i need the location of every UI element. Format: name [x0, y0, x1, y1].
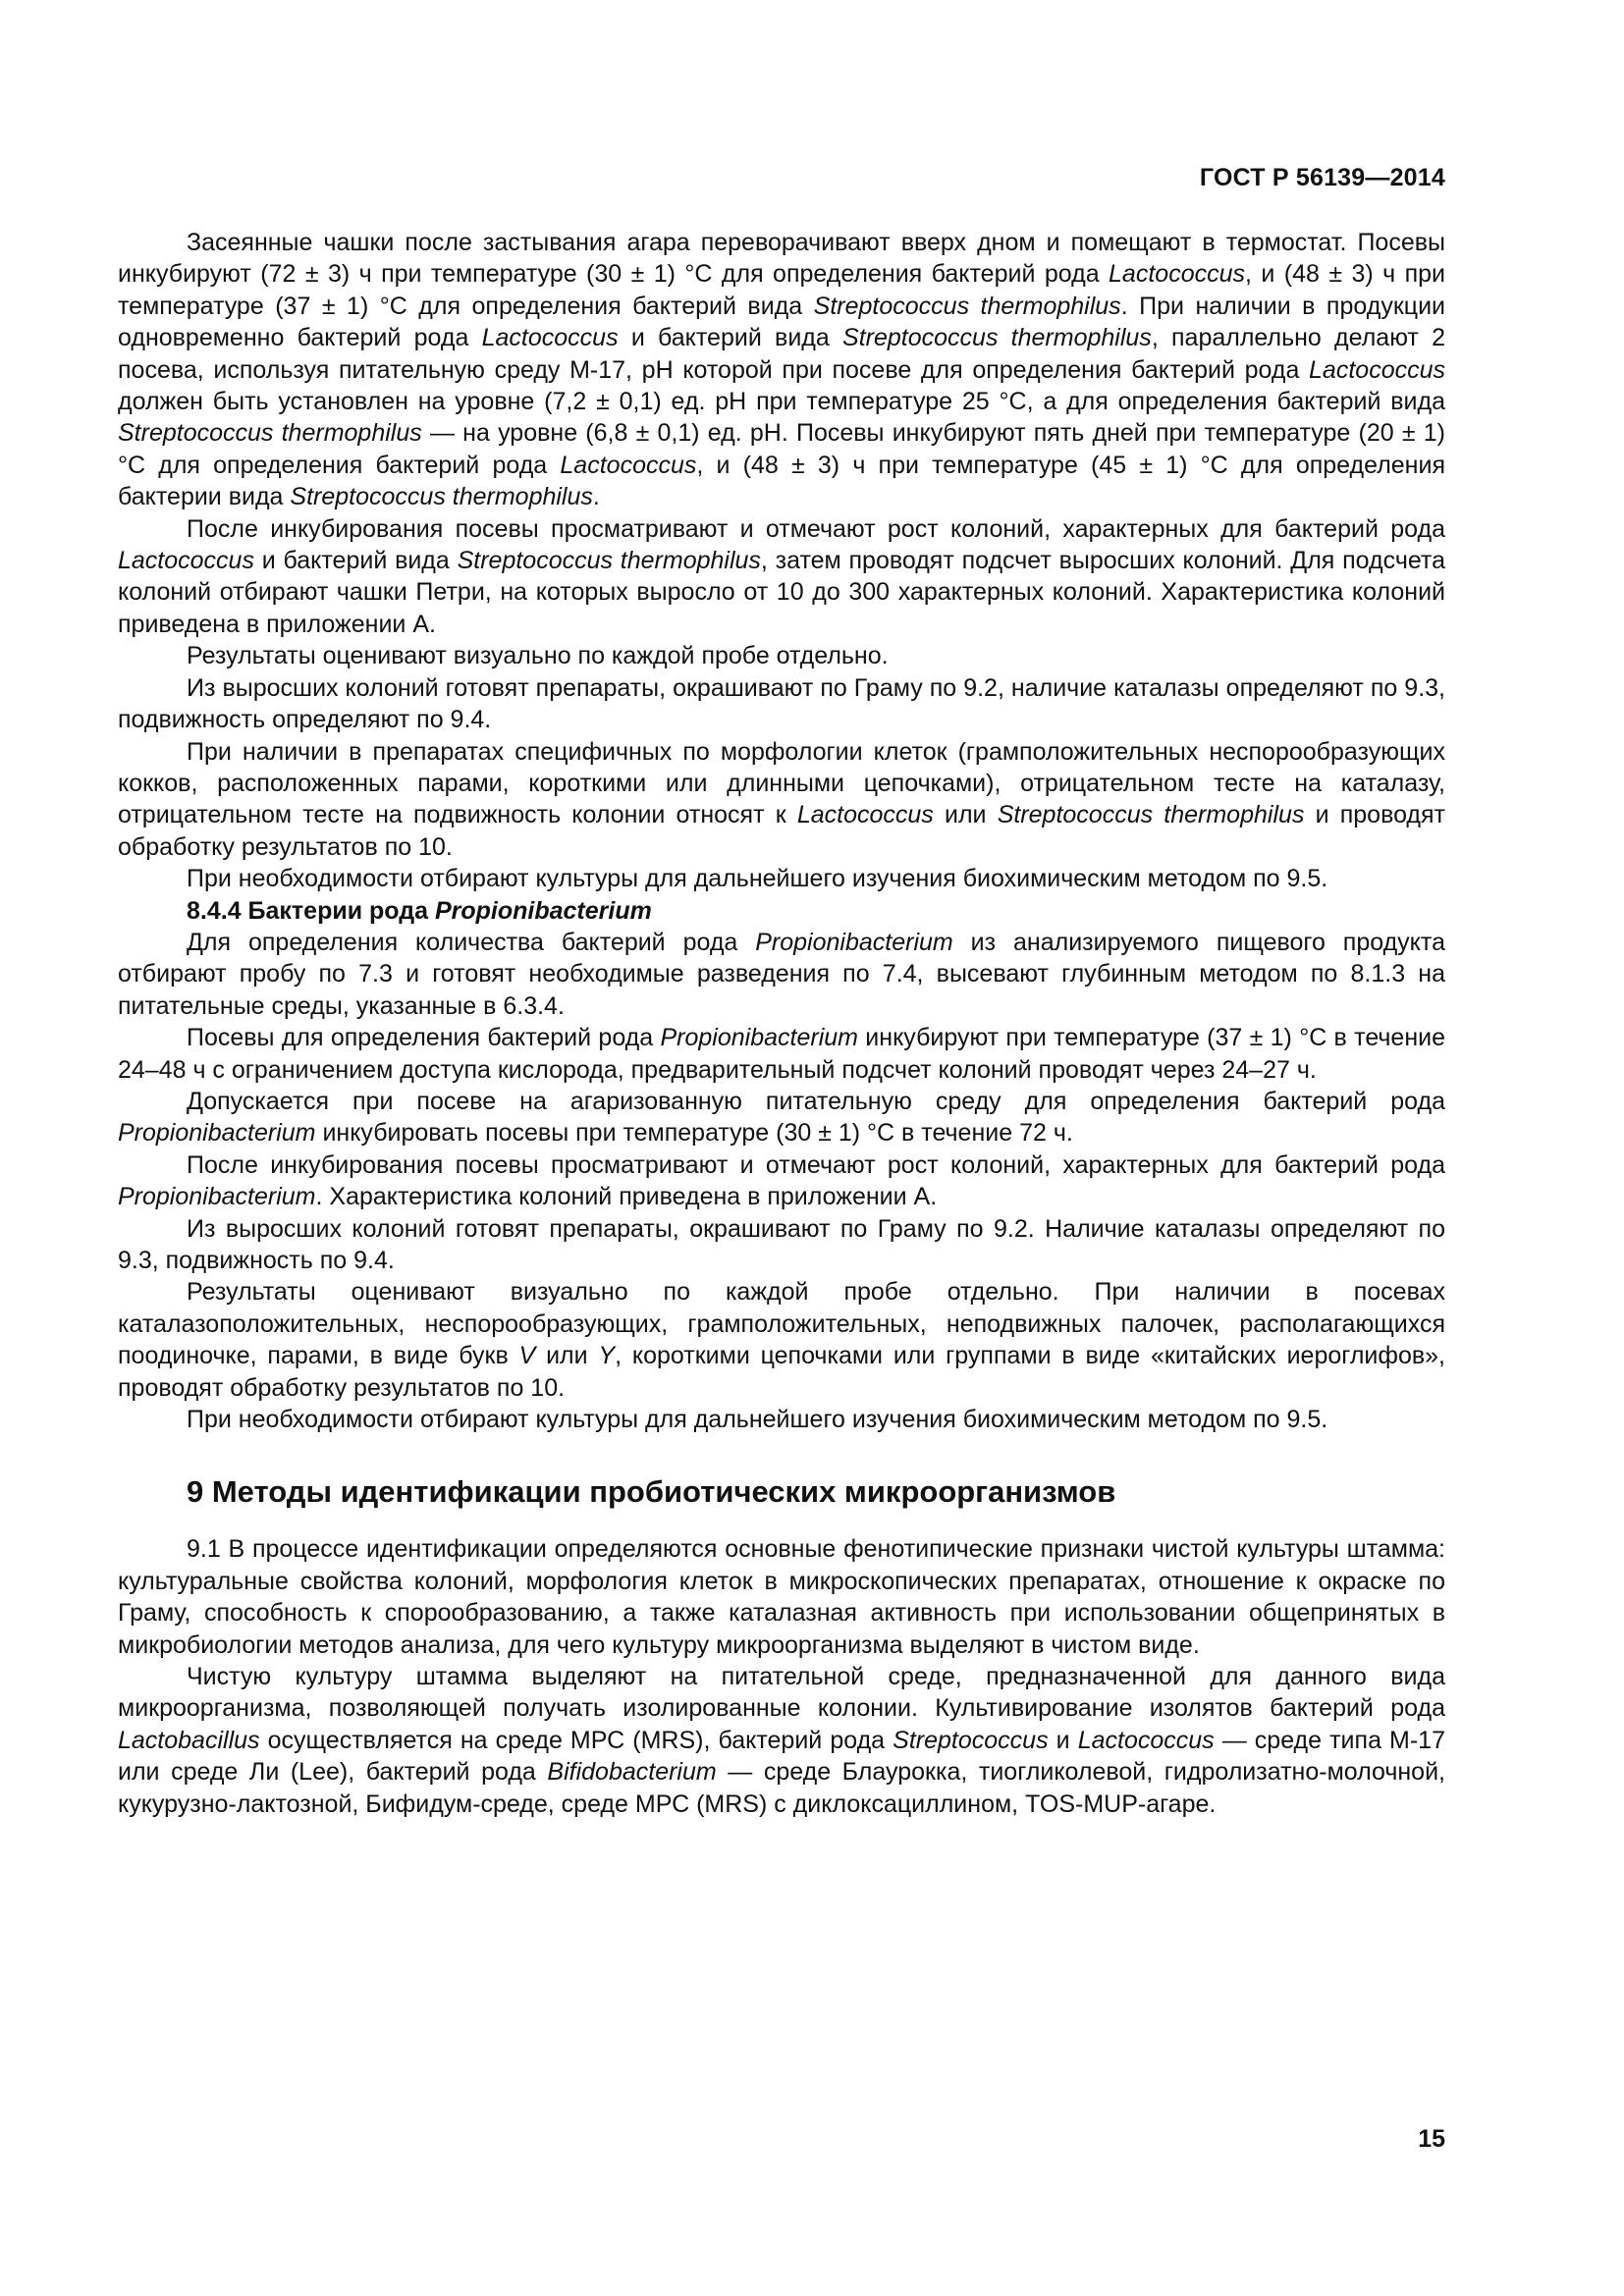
paragraph — [118, 227, 1445, 513]
text-run: После инкубирования посевы просматривают и отмечают рост колоний, характерных для бактерий рода — [187, 514, 1445, 543]
text-run: и бактерий вида — [618, 324, 843, 352]
italic-term: Streptococcus thermophilus — [290, 483, 593, 511]
italic-term: Lactococcus — [118, 547, 254, 575]
text-run: и проводят обработку результатов по 10. — [118, 801, 1445, 861]
italic-term: Streptococcus thermophilus — [813, 292, 1121, 320]
body-text — [118, 227, 1445, 1820]
text-run: Из выросших колоний готовят препараты, окрашивают по Граму по 9.2. Наличие каталазы определяют по 9.3, подвижность по 9.4. — [118, 1214, 1445, 1274]
text-run: . При наличии в продукции одновременно бактерий рода — [118, 292, 1445, 352]
italic-term: Propionibacterium — [118, 1119, 316, 1148]
italic-term: Lactococcus — [796, 801, 934, 829]
italic-term: V — [518, 1342, 536, 1370]
text-run: Чистую культуру штамма выделяют на питательной среде, предназначенной для данного вида микроорганизма, позволяющей получать изолированные колонии. Культивирование изолятов бактерий рода — [118, 1663, 1445, 1723]
text-run: , параллельно делают 2 посева, используя питательную среду М-17, pH которой при посеве для определения бактерий рода — [118, 324, 1446, 384]
text-run: и — [1048, 1726, 1078, 1754]
italic-term: Streptococcus thermophilus — [997, 801, 1305, 829]
italic-term: Propionibacterium — [660, 1024, 858, 1052]
text-run: После инкубирования посевы просматривают и отмечают рост колоний, характерных для бактерий рода — [187, 1150, 1445, 1179]
text-run: , и (48 ± 3) ч при температуре (37 ± 1) °С для определения бактерий вида — [118, 260, 1445, 320]
paragraph — [118, 1404, 1445, 1435]
text-run: 9 Методы идентификации пробиотических микроорганизмов — [187, 1474, 1116, 1510]
text-run: Посевы для определения бактерий рода — [187, 1024, 661, 1052]
italic-term: Lactococcus — [1309, 355, 1445, 384]
text-run: , и (48 ± 3) ч при температуре (45 ± 1) °С для определения бактерии вида — [118, 451, 1445, 511]
italic-term: Streptococcus thermophilus — [842, 324, 1152, 352]
text-run: Засеянные чашки после застывания агара переворачивают вверх дном и помещают в термостат. Посевы инкубируют (72 ± 3) ч при температуре (30 ± 1) °С для определения бактерий рода — [118, 229, 1445, 289]
italic-term: Lactobacillus — [118, 1726, 260, 1754]
text-run: инкубируют при температуре (37 ± 1) °С в течение 24–48 ч с ограничением доступа кислорода, предварительный подсчет колоний проводят через 24–27 ч. — [118, 1024, 1445, 1084]
document-code-header: ГОСТ Р 56139—2014 — [1199, 164, 1445, 191]
text-run: должен быть установлен на уровне (7,2 ± 0,1) ед. pH при температуре 25 °С, а для определения бактерий вида — [118, 388, 1445, 416]
paragraph — [118, 736, 1445, 864]
text-run: осуществляется на среде МРС (MRS), бактерий рода — [259, 1726, 893, 1754]
paragraph — [118, 1086, 1445, 1149]
text-run: При необходимости отбирают культуры для дальнейшего изучения биохимическим методом по 9.5. — [187, 1406, 1328, 1434]
text-run: , короткими цепочками или группами в виде «китайских иероглифов», проводят обработку результатов по 10. — [118, 1342, 1445, 1402]
subsection-heading-8-4-4 — [118, 895, 1445, 927]
italic-term: Streptococcus thermophilus — [118, 419, 422, 448]
text-run: или — [933, 801, 998, 829]
text-run: . Характеристика колоний приведена в приложении А. — [315, 1183, 938, 1211]
italic-term: Y — [598, 1342, 616, 1370]
text-run: и бактерий вида — [253, 547, 458, 575]
text-run: инкубировать посевы при температуре (30 ± 1) °С в течение 72 ч. — [315, 1119, 1073, 1148]
italic-term: Lactococcus — [1109, 260, 1245, 289]
text-run: 9.1 В процессе идентификации определяются основные фенотипические признаки чистой культуры штамма: культуральные свойства колоний, морфология клеток в микроскопических препаратах, отношение к окраске по Граму, способность к спорообразованию, а также каталазная активность при использовании общепринятых в микробиологии методов анализа, для чего культуру микроорганизма выделяют в чистом виде. — [118, 1535, 1445, 1659]
text-run: Допускается при посеве на агаризованную питательную среду для определения бактерий рода — [187, 1087, 1445, 1115]
italic-term: Lactococcus — [481, 324, 619, 352]
text-run: . — [592, 483, 600, 511]
section-heading-9 — [118, 1472, 1445, 1512]
paragraph — [118, 640, 1445, 671]
text-run: Для определения количества бактерий рода — [187, 928, 756, 956]
paragraph — [118, 1276, 1445, 1404]
italic-term: Streptococcus thermophilus — [457, 547, 761, 575]
paragraph — [118, 1533, 1445, 1661]
text-run: из анализируемого пищевого продукта отбирают пробу по 7.3 и готовят необходимые разведения по 7.4, высевают глубинным методом по 8.1.3 на питательные среды, указанные в 6.3.4. — [118, 928, 1445, 1020]
paragraph — [118, 1661, 1445, 1820]
page-number: 15 — [1418, 2125, 1445, 2153]
text-run: — среде Блаурокка, тиогликолевой, гидролизатно-молочной, кукурузно-лактозной, Бифидум-среде, среде МРС (MRS) с диклоксациллином, TOS-MUP-агаре. — [118, 1758, 1445, 1818]
text-run: Результаты оценивают визуально по каждой пробе отдельно. При наличии в посевах каталазоположительных, неспорообразующих, грамположительных, неподвижных палочек, располагающихся поодиночке, парами, в виде букв — [118, 1278, 1445, 1370]
paragraph — [118, 513, 1445, 641]
italic-term: Streptococcus — [893, 1726, 1049, 1754]
text-run: Результаты оценивают визуально по каждой пробе отдельно. — [187, 642, 889, 670]
italic-term: Bifidobacterium — [547, 1758, 717, 1787]
text-run: При необходимости отбирают культуры для дальнейшего изучения биохимическим методом по 9.5. — [187, 865, 1328, 893]
italic-term: Propionibacterium — [434, 896, 652, 925]
paragraph — [118, 863, 1445, 894]
text-run: 8.4.4 Бактерии рода — [187, 896, 435, 925]
italic-term: Propionibacterium — [755, 928, 953, 956]
paragraph — [118, 1022, 1445, 1086]
text-run: — на уровне (6,8 ± 0,1) ед. pH. Посевы инкубируют пять дней при температуре (20 ± 1) °С для определения бактерий рода — [118, 419, 1445, 479]
text-run: или — [535, 1342, 599, 1370]
text-run: — среде типа М-17 или среде Ли (Lee), бактерий рода — [118, 1726, 1445, 1787]
italic-term: Lactococcus — [1077, 1726, 1215, 1754]
text-run: , затем проводят подсчет выросших колоний. Для подсчета колоний отбирают чашки Петри, на которых выросло от 10 до 300 характерных колоний. Характеристика колоний приведена в приложении А. — [118, 547, 1445, 638]
paragraph — [118, 672, 1445, 736]
paragraph — [118, 927, 1445, 1022]
italic-term: Lactococcus — [560, 451, 697, 479]
text-run: Из выросших колоний готовят препараты, окрашивают по Граму по 9.2, наличие каталазы определяют по 9.3, подвижность определяют по 9.4. — [118, 673, 1445, 734]
paragraph — [118, 1213, 1445, 1277]
paragraph — [118, 1149, 1445, 1213]
italic-term: Propionibacterium — [118, 1183, 316, 1211]
text-run: При наличии в препаратах специфичных по морфологии клеток (грамположительных неспорообразующих кокков, расположенных парами, короткими или длинными цепочками), отрицательном тесте на каталазу, отрицательном тесте на подвижность колонии относят к — [118, 737, 1445, 829]
